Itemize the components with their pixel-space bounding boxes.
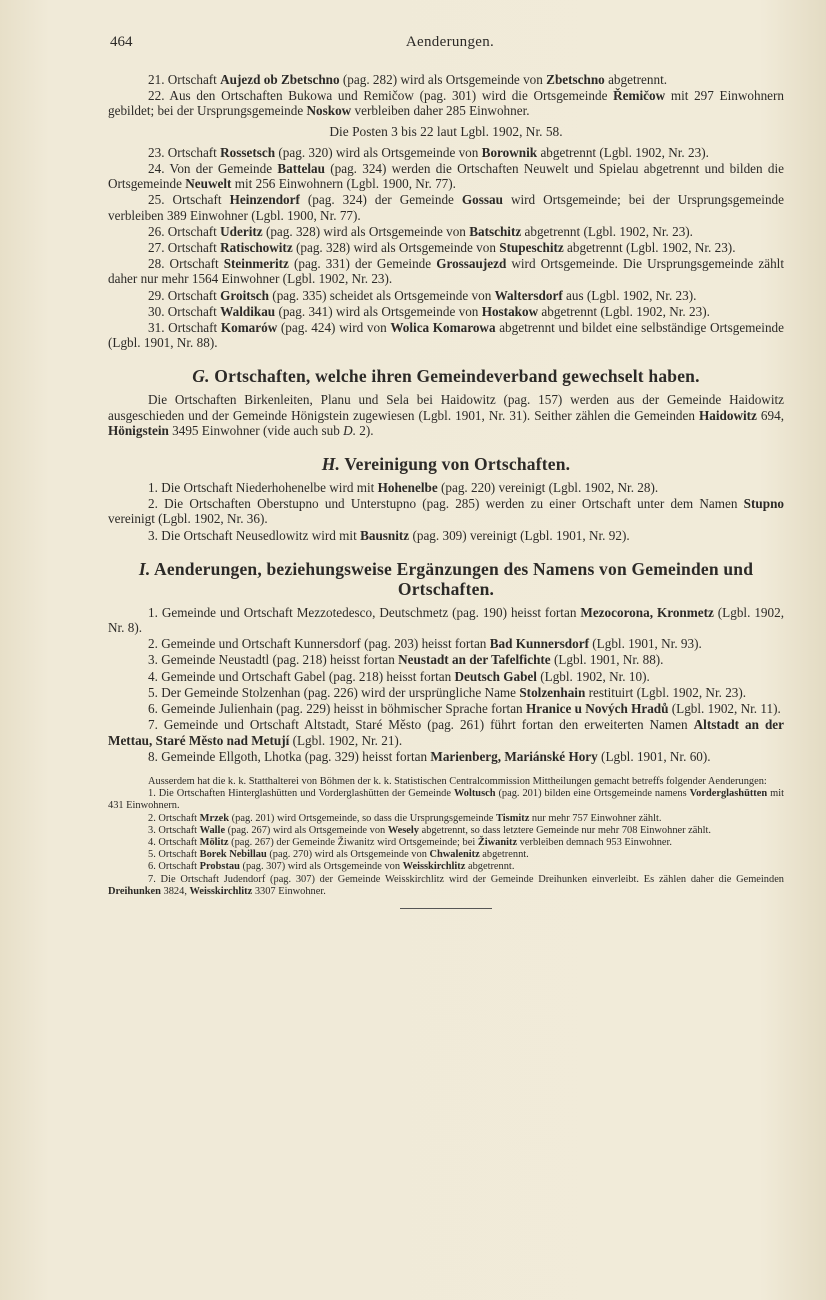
i-entry-6: 6. Gemeinde Julienhain (pag. 229) heisst in böhmischer Sprache fortan Hranice u Nových Hradů (Lgbl. 1902, Nr. 11).: [148, 701, 781, 717]
entry-28: 28. Ortschaft Steinmeritz (pag. 331) der Gemeinde Grossaujezd wird Ortsgemeinde. Die Ursprungsgemeinde zählt daher nur mehr 1564 Einwohner (Lgbl. 1902, Nr. 23).: [108, 256, 784, 287]
i-entry-8: 8. Gemeinde Ellgoth, Lhotka (pag. 329) heisst fortan Marienberg, Mariánské Hory (Lgbl. 1901, Nr. 60).: [148, 748, 711, 764]
footnote-entry-7: 7. Die Ortschaft Judendorf (pag. 307) der Gemeinde Weisskirchlitz wird der Gemeinde Dreihunken einverleibt. Es zählen daher die Gemeinden Dreihunken 3824, Weisskirchlitz 3307 Einwohner.: [108, 873, 784, 897]
section-g-text: Die Ortschaften Birkenleiten, Planu und Sela bei Haidowitz (pag. 157) werden aus der Gemeinde Haidowitz ausgeschieden und der Gemeinde Hönigstein zugewiesen (Lgbl. 1901, Nr. 31). Seither zählen die Gemeinden Haidowitz 694, Hönigstein 3495 Einwohner (vide auch sub D. 2).: [108, 392, 785, 438]
i-entry-2: 2. Gemeinde und Ortschaft Kunnersdorf (pag. 203) heisst fortan Bad Kunnersdorf (Lgbl. 1901, Nr. 93).: [148, 636, 702, 652]
footnote-entry-6: 6. Ortschaft Probstau (pag. 307) wird als Ortsgemeinde von Weisskirchlitz abgetrennt.: [148, 861, 515, 873]
posten-note: Die Posten 3 bis 22 laut Lgbl. 1902, Nr. 58.: [329, 123, 563, 139]
h-entry-2: 2. Die Ortschaften Oberstupno und Unterstupno (pag. 285) werden zu einer Ortschaft unter dem Namen Stupno vereinigt (Lgbl. 1902, Nr. 36).: [108, 496, 784, 527]
footnote-entry-5: 5. Ortschaft Borek Nebillau (pag. 270) wird als Ortsgemeinde von Chwalenitz abgetrennt.: [148, 849, 529, 861]
h-entry-3: 3. Die Ortschaft Neusedlowitz wird mit Bausnitz (pag. 309) vereinigt (Lgbl. 1901, Nr. 92).: [148, 527, 630, 543]
footnote-entry-2: 2. Ortschaft Mrzek (pag. 201) wird Ortsgemeinde, so dass die Ursprungsgemeinde Tismitz nur mehr 757 Einwohner zählt.: [148, 812, 662, 824]
running-title: Aenderungen.: [405, 34, 495, 50]
section-g-heading: G. Ortschaften, welche ihren Gemeindeverband gewechselt haben.: [192, 366, 700, 387]
footnote-entry-4: 4. Ortschaft Mölitz (pag. 267) der Gemeinde Žiwanitz wird Ortsgemeinde; bei Žiwanitz verbleiben demnach 953 Einwohner.: [148, 836, 673, 848]
end-rule: [400, 908, 492, 909]
i-entry-7: 7. Gemeinde und Ortschaft Altstadt, Staré Město (pag. 261) führt fortan den erweiterten Namen Altstadt an der Mettau, Staré Město nad Metují (Lgbl. 1902, Nr. 21).: [108, 717, 784, 748]
intro-entries: [108, 72, 784, 119]
entry-21: 21. Ortschaft Aujezd ob Zbetschno (pag. 282) wird als Ortsgemeinde von Zbetschno abgetrennt.: [148, 72, 668, 87]
entry-24: 24. Von der Gemeinde Battelau (pag. 324) werden die Ortschaften Neuwelt und Spielau abgetrennt und bilden die Ortsgemeinde Neuwelt mit 256 Einwohnern (Lgbl. 1900, Nr. 77).: [108, 161, 784, 192]
footnote-entry-1: 1. Die Ortschaften Hinterglashütten und Vorderglashütten der Gemeinde Woltusch (pag. 201) bilden eine Ortsgemeinde namens Vorderglashütten mit 431 Einwohnern.: [108, 788, 784, 812]
entry-27: 27. Ortschaft Ratischowitz (pag. 328) wird als Ortsgemeinde von Stupeschitz abgetrennt (Lgbl. 1902, Nr. 23).: [148, 240, 736, 256]
i-entry-4: 4. Gemeinde und Ortschaft Gabel (pag. 218) heisst fortan Deutsch Gabel (Lgbl. 1902, Nr. 10).: [148, 668, 650, 684]
h-entry-1: 1. Die Ortschaft Niederhohenelbe wird mit Hohenelbe (pag. 220) vereinigt (Lgbl. 1902, Nr. 28).: [148, 480, 659, 496]
f-entries: [108, 145, 784, 351]
i-entry-1: 1. Gemeinde und Ortschaft Mezzotedesco, Deutschmetz (pag. 190) heisst fortan Mezocorona, Kronmetz (Lgbl. 1902, Nr. 8).: [108, 604, 785, 636]
page-body: [108, 72, 784, 909]
footnote-intro: Ausserdem hat die k. k. Statthalterei von Böhmen der k. k. Statistischen Centralcommission Mittheilungen gemacht betreffs folgender Aenderungen:: [148, 775, 767, 787]
footnote-entry-3: 3. Ortschaft Walle (pag. 267) wird als Ortsgemeinde von Wesely abgetrennt, so dass letztere Gemeinde nur mehr 708 Einwohner zählt.: [148, 824, 711, 836]
i-entry-5: 5. Der Gemeinde Stolzenhan (pag. 226) wird der ursprüngliche Name Stolzenhain restituirt (Lgbl. 1902, Nr. 23).: [148, 684, 747, 700]
entry-26: 26. Ortschaft Uderitz (pag. 328) wird als Ortsgemeinde von Batschitz abgetrennt (Lgbl. 1902, Nr. 23).: [148, 223, 693, 239]
entry-31: 31. Ortschaft Komarów (pag. 424) wird von Wolica Komarowa abgetrennt und bildet eine selbständige Ortsgemeinde (Lgbl. 1901, Nr. 88).: [108, 320, 784, 351]
entry-22: 22. Aus den Ortschaften Bukowa und Remičow (pag. 301) wird die Ortsgemeinde Řemičow mit 297 Einwohnern gebildet; bei der Ursprungsgemeinde Noskow verbleiben daher 285 Einwohner.: [108, 88, 784, 119]
section-i-entries: [108, 605, 784, 764]
page-header: [110, 34, 790, 56]
entry-30: 30. Ortschaft Waldikau (pag. 341) wird als Ortsgemeinde von Hostakow abgetrennt (Lgbl. 1902, Nr. 23).: [148, 303, 710, 319]
entry-29: 29. Ortschaft Groitsch (pag. 335) scheidet als Ortsgemeinde von Waltersdorf aus (Lgbl. 1902, Nr. 23).: [148, 287, 697, 303]
footnote-block: [108, 776, 784, 898]
entry-23: 23. Ortschaft Rossetsch (pag. 320) wird als Ortsgemeinde von Borownik abgetrennt (Lgbl. 1902, Nr. 23).: [148, 144, 709, 160]
section-h-heading: H. Vereinigung von Ortschaften.: [321, 454, 571, 475]
entry-25: 25. Ortschaft Heinzendorf (pag. 324) der Gemeinde Gossau wird Ortsgemeinde; bei der Ursprungsgemeinde verbleiben 389 Einwohner (Lgbl. 1900, Nr. 77).: [108, 192, 784, 223]
i-entry-3: 3. Gemeinde Neustadtl (pag. 218) heisst fortan Neustadt an der Tafelfichte (Lgbl. 1901, Nr. 88).: [148, 652, 664, 668]
section-i-heading: I. Aenderungen, beziehungsweise Ergänzungen des Namens von Gemeinden und Ortschaften.: [138, 558, 754, 599]
section-h-entries: [108, 480, 784, 543]
page-number: 464: [110, 34, 133, 50]
